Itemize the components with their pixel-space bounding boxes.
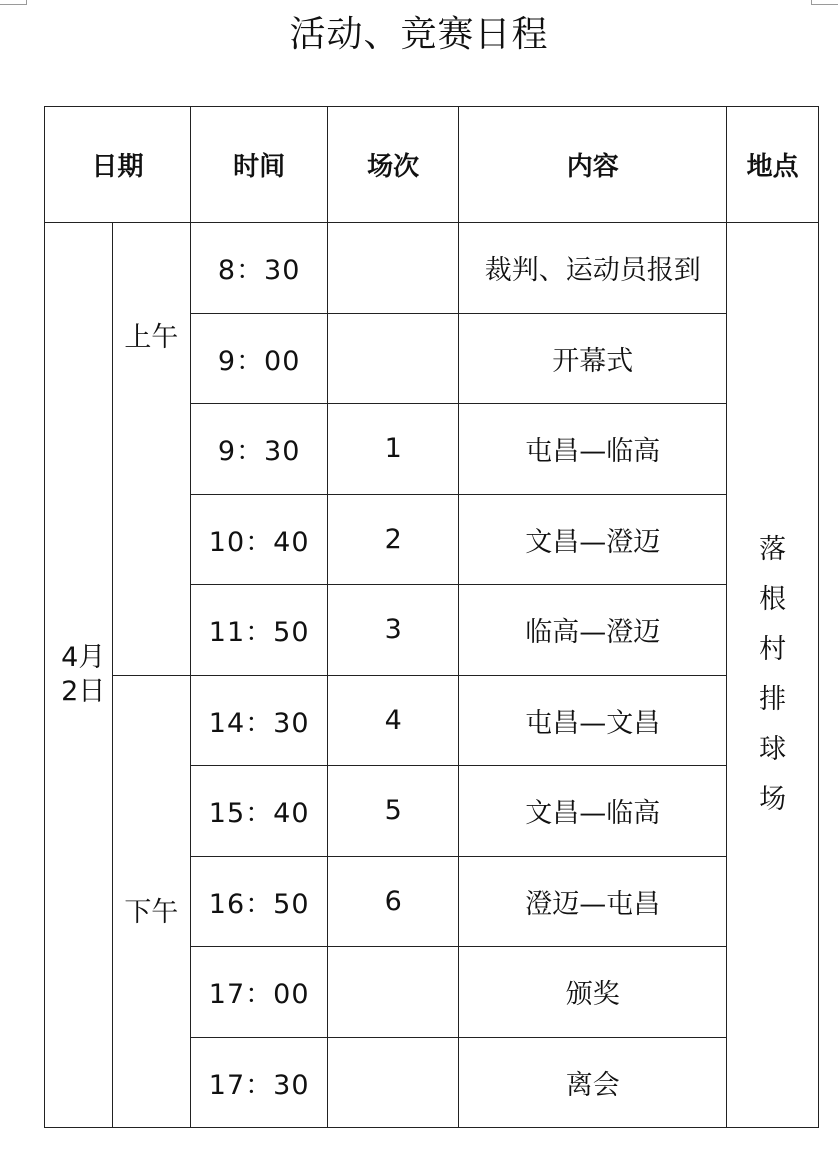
match-cell — [328, 947, 459, 1038]
venue-cell — [727, 223, 819, 1128]
time-cell: 17：30 — [191, 1037, 328, 1128]
match-cell — [328, 1037, 459, 1128]
venue-char: 根 — [759, 584, 787, 615]
match-cell: 3 — [328, 585, 459, 676]
content-cell: 裁判、运动员报到 — [459, 223, 727, 314]
schedule-table — [44, 106, 819, 1128]
content-cell: 离会 — [459, 1037, 727, 1128]
match-cell: 6 — [328, 856, 459, 947]
header-time: 时间 — [191, 107, 328, 223]
table-row — [45, 223, 819, 314]
page-corner-mark-left — [0, 0, 27, 5]
match-cell: 2 — [328, 494, 459, 585]
match-cell — [328, 223, 459, 314]
venue-char: 落 — [759, 534, 787, 565]
time-cell: 8：30 — [191, 223, 328, 314]
header-content: 内容 — [459, 107, 727, 223]
table-row — [45, 675, 819, 766]
time-cell: 14：30 — [191, 675, 328, 766]
date-cell — [45, 223, 113, 1128]
page-corner-mark-right — [811, 0, 838, 5]
venue-char: 球 — [759, 734, 787, 765]
time-cell: 15：40 — [191, 766, 328, 857]
match-cell: 1 — [328, 404, 459, 495]
match-cell: 5 — [328, 766, 459, 857]
content-cell: 屯昌—临高 — [459, 404, 727, 495]
header-match: 场次 — [328, 107, 459, 223]
match-cell — [328, 313, 459, 404]
venue-char: 排 — [759, 684, 787, 715]
period-morning: 上午 — [112, 223, 191, 676]
header-venue: 地点 — [727, 107, 819, 223]
match-cell: 4 — [328, 675, 459, 766]
header-date: 日期 — [45, 107, 191, 223]
table-header-row — [45, 107, 819, 223]
content-cell: 开幕式 — [459, 313, 727, 404]
venue-char: 场 — [759, 784, 787, 815]
venue-char: 村 — [759, 634, 787, 665]
time-cell: 9：00 — [191, 313, 328, 404]
date-month: 4月 — [61, 642, 106, 673]
date-day: 2日 — [61, 676, 106, 707]
time-cell: 16：50 — [191, 856, 328, 947]
content-cell: 澄迈—屯昌 — [459, 856, 727, 947]
content-cell: 文昌—澄迈 — [459, 494, 727, 585]
time-cell: 9：30 — [191, 404, 328, 495]
page-title: 活动、竞赛日程 — [289, 14, 549, 55]
time-cell: 10：40 — [191, 494, 328, 585]
content-cell: 临高—澄迈 — [459, 585, 727, 676]
period-afternoon: 下午 — [112, 675, 191, 1128]
content-cell: 文昌—临高 — [459, 766, 727, 857]
content-cell: 颁奖 — [459, 947, 727, 1038]
time-cell: 17：00 — [191, 947, 328, 1038]
time-cell: 11：50 — [191, 585, 328, 676]
content-cell: 屯昌—文昌 — [459, 675, 727, 766]
